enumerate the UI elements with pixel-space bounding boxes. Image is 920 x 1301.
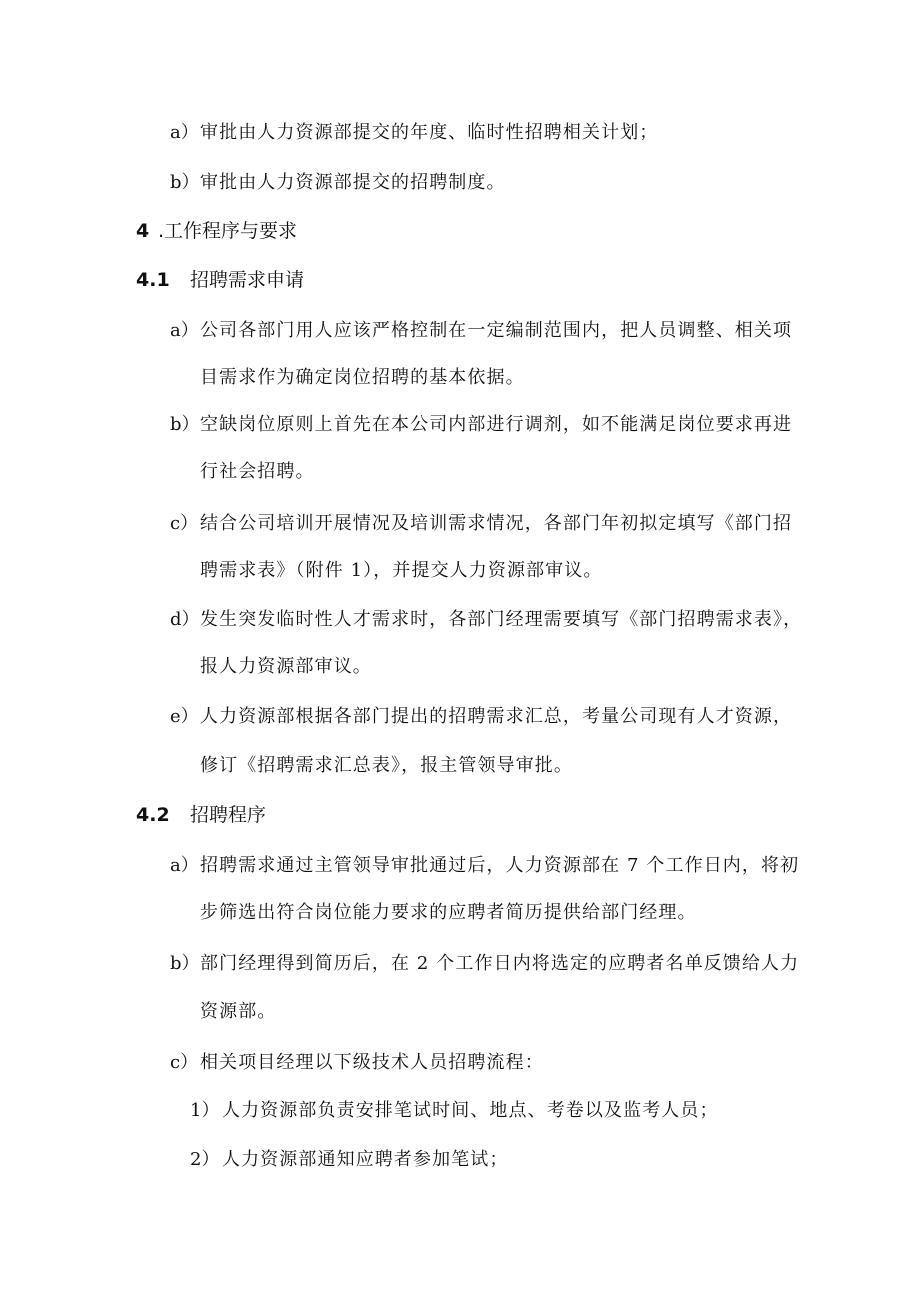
list-item [0, 1051, 920, 1075]
heading-number: 4.1 [136, 269, 170, 291]
item-text: 相关项目经理以下级技术人员招聘流程： [200, 1052, 544, 1073]
item-text: 修订《招聘需求汇总表》，报主管领导审批。 [200, 755, 573, 776]
item-label: 2） [190, 1149, 220, 1170]
item-label: b） [170, 172, 200, 193]
item-text: 审批由人力资源部提交的年度、临时性招聘相关计划； [200, 122, 659, 143]
list-item [0, 413, 920, 437]
item-text: 人力资源部根据各部门提出的招聘需求汇总，考量公司现有人才资源， [200, 706, 793, 727]
item-label: a） [170, 122, 199, 143]
item-text: 空缺岗位原则上首先在本公司内部进行调剂，如不能满足岗位要求再进 [200, 414, 793, 435]
subsection-heading [0, 268, 920, 292]
list-item [0, 121, 920, 145]
item-label: 1） [190, 1100, 220, 1121]
item-text: 公司各部门用人应该严格控制在一定编制范围内，把人员调整、相关项 [200, 320, 793, 341]
item-text: 报人力资源部审议。 [200, 656, 372, 677]
list-item-continuation [0, 1000, 920, 1024]
heading-title: .工作程序与要求 [158, 220, 298, 242]
item-label: e） [170, 706, 199, 727]
list-item-continuation [0, 655, 920, 679]
item-text: 发生突发临时性人才需求时，各部门经理需要填写《部门招聘需求表》， [200, 609, 803, 630]
sub-list-item [0, 1148, 920, 1172]
heading-number: 4 [136, 220, 150, 242]
list-item-continuation [0, 754, 920, 778]
list-item-continuation [0, 559, 920, 583]
item-text: 招聘需求通过主管领导审批通过后，人力资源部在 7 个工作日内，将初 [200, 855, 800, 876]
item-text: 审批由人力资源部提交的招聘制度。 [200, 172, 506, 193]
list-item [0, 512, 920, 536]
item-text: 目需求作为确定岗位招聘的基本依据。 [200, 367, 525, 388]
subsection-heading [0, 803, 920, 827]
item-label: a） [170, 320, 199, 341]
item-text: 行社会招聘。 [200, 461, 315, 482]
heading-title: 招聘程序 [190, 804, 267, 826]
list-item [0, 608, 920, 632]
list-item [0, 952, 920, 976]
item-text: 人力资源部负责安排笔试时间、地点、考卷以及监考人员； [222, 1100, 719, 1121]
list-item-continuation [0, 460, 920, 484]
heading-title: 招聘需求申请 [190, 269, 305, 291]
list-item [0, 171, 920, 195]
list-item [0, 705, 920, 729]
list-item-continuation [0, 901, 920, 925]
list-item [0, 319, 920, 343]
item-label: c） [170, 1052, 199, 1073]
sub-list-item [0, 1099, 920, 1123]
item-text: 资源部。 [200, 1001, 277, 1022]
list-item [0, 854, 920, 878]
item-text: 人力资源部通知应聘者参加笔试； [222, 1149, 509, 1170]
item-text: 步筛选出符合岗位能力要求的应聘者简历提供给部门经理。 [200, 902, 697, 923]
list-item-continuation [0, 366, 920, 390]
item-label: a） [170, 855, 199, 876]
item-text: 聘需求表》（附件 1），并提交人力资源部审议。 [200, 560, 603, 581]
item-label: b） [170, 414, 200, 435]
item-text: 部门经理得到简历后，在 2 个工作日内将选定的应聘者名单反馈给人力 [200, 953, 800, 974]
item-text: 结合公司培训开展情况及培训需求情况，各部门年初拟定填写《部门招 [200, 513, 793, 534]
section-heading [0, 219, 920, 243]
heading-number: 4.2 [136, 804, 170, 826]
item-label: c） [170, 513, 199, 534]
item-label: b） [170, 953, 200, 974]
item-label: d） [170, 609, 200, 630]
